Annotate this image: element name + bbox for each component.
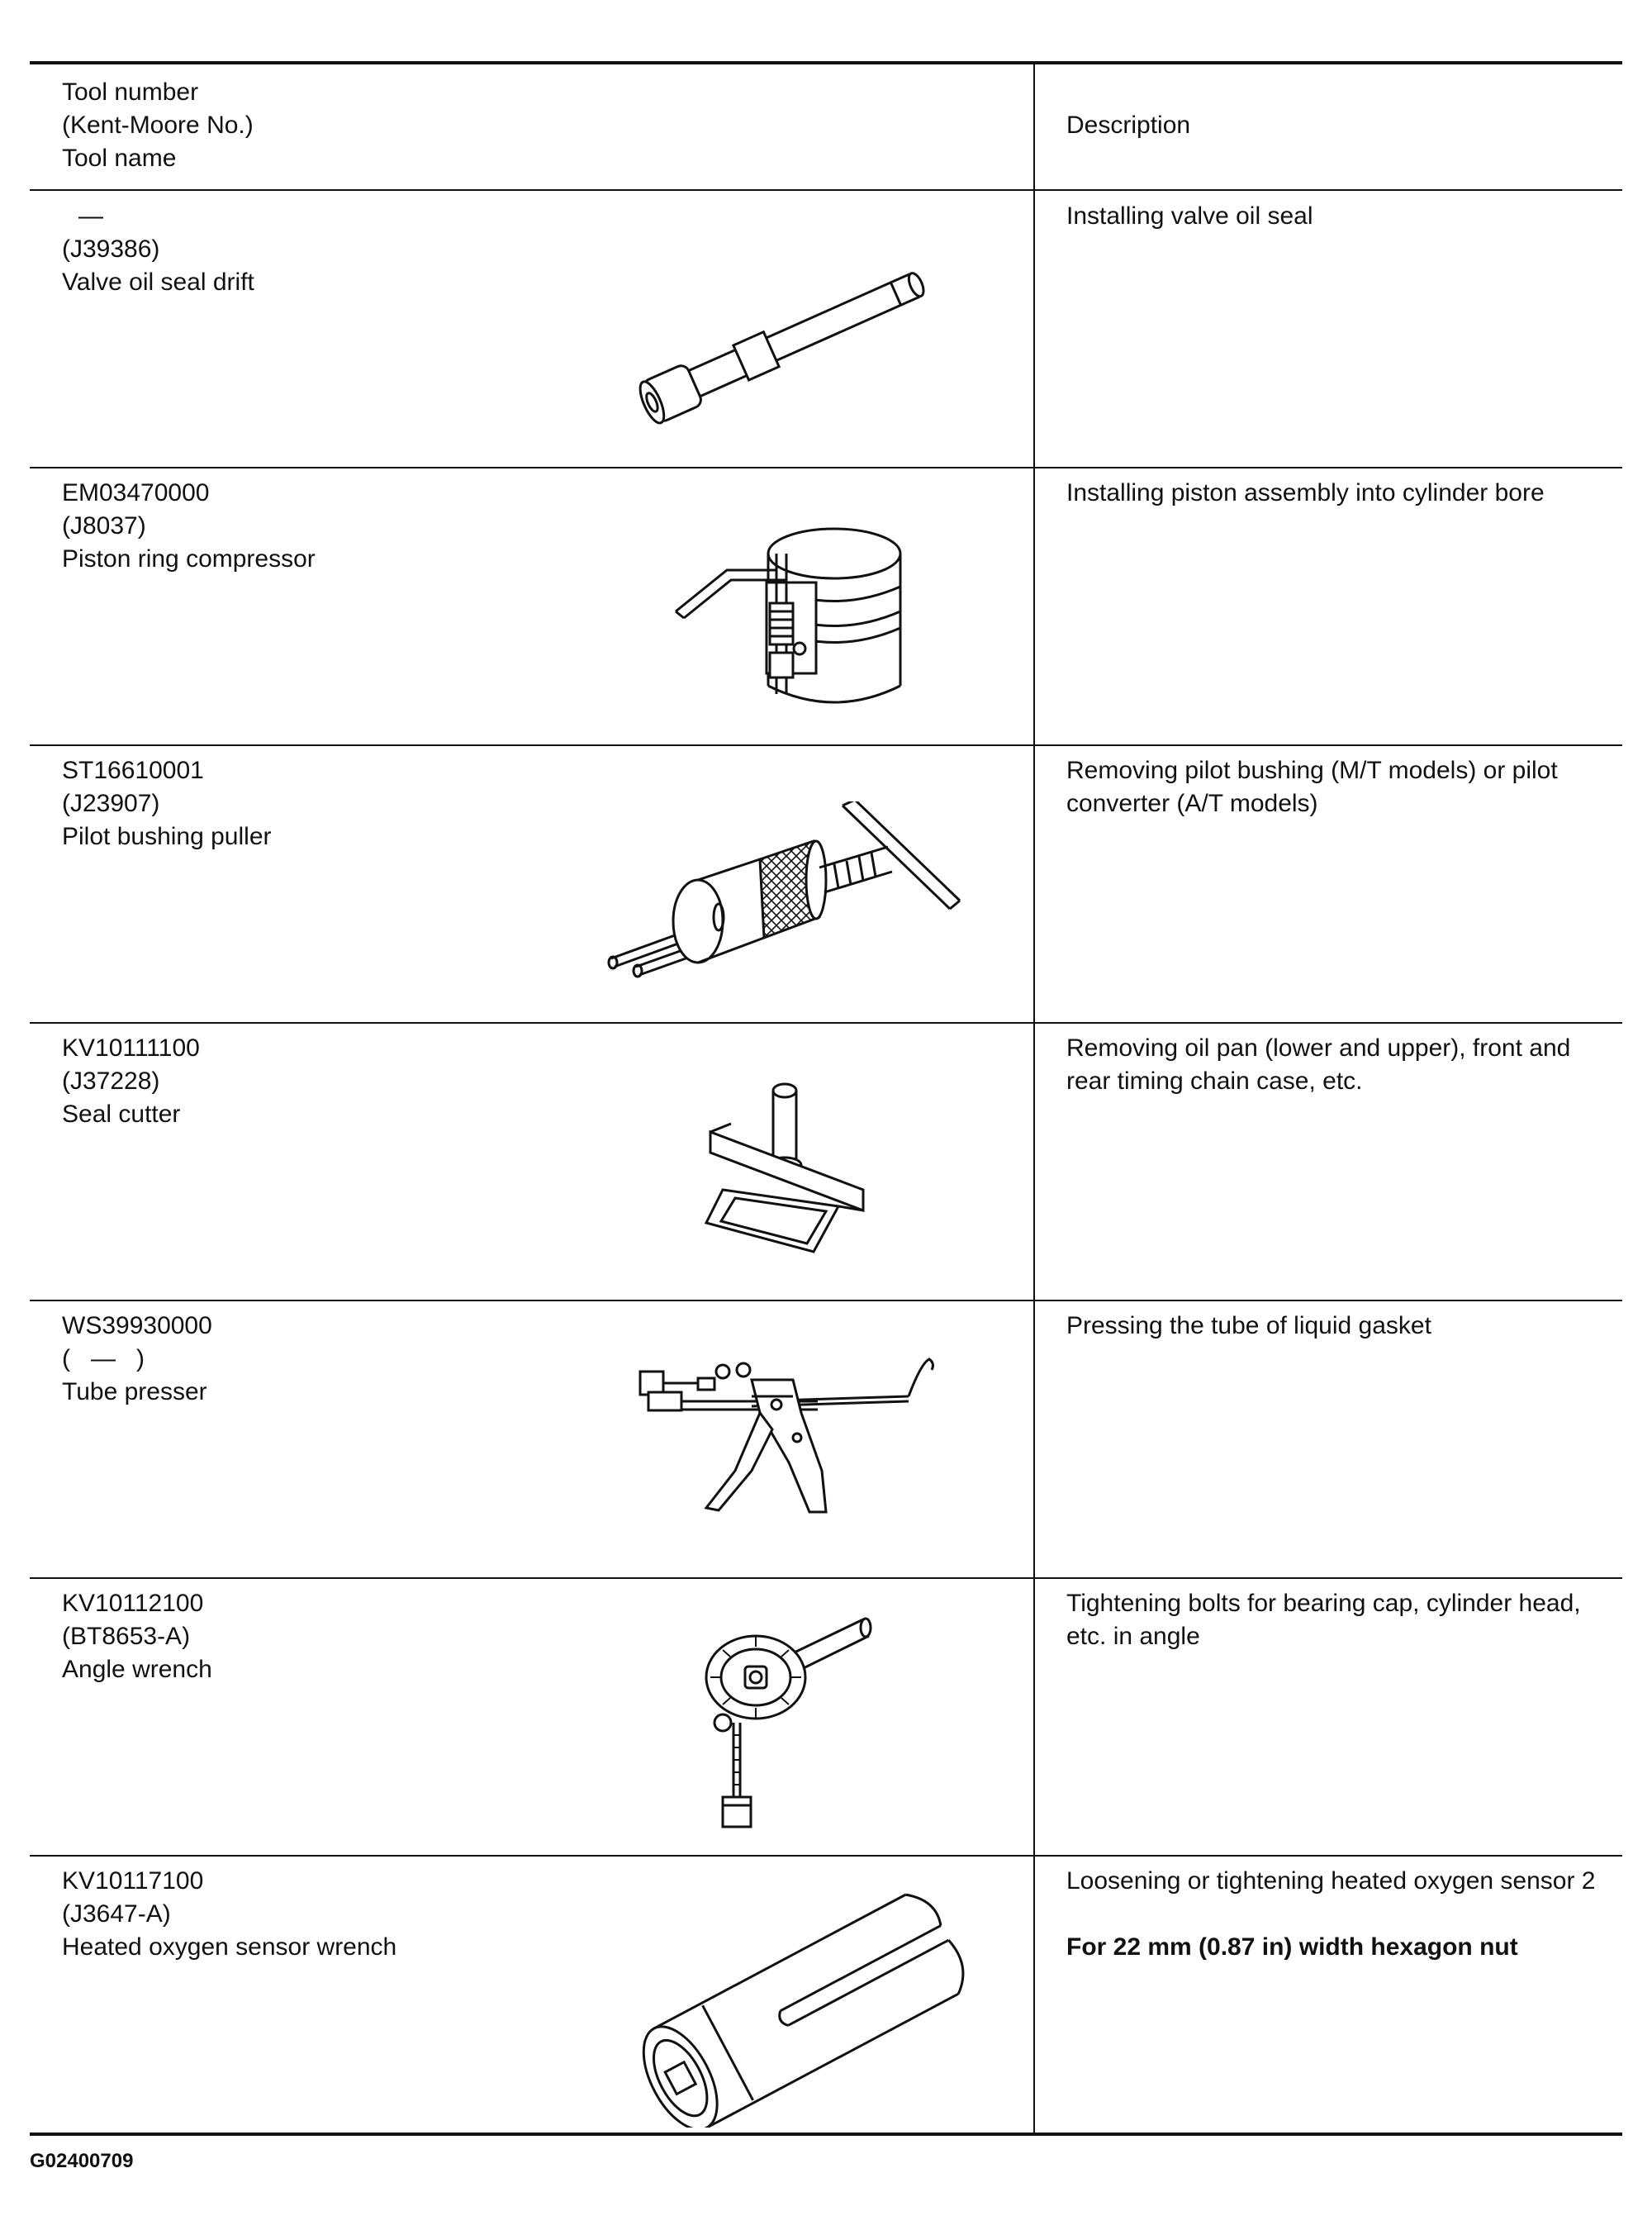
header-description: Description [1066, 112, 1191, 139]
kent-moore-number: ( — ) [62, 1345, 145, 1372]
heated-oxygen-sensor-wrench-illustration [611, 1871, 975, 2128]
tool-name: Seal cutter [62, 1101, 181, 1128]
header-left-line: Tool number [62, 78, 199, 106]
angle-wrench-illustration [694, 1599, 884, 1838]
tool-description-note: For 22 mm (0.87 in) width hexagon nut [1066, 1933, 1518, 1961]
kent-moore-number: (J39386) [62, 235, 160, 263]
tool-name: Piston ring compressor [62, 545, 316, 573]
kent-moore-number: (J3647-A) [62, 1900, 171, 1928]
kent-moore-number: (J8037) [62, 512, 146, 540]
tool-description: Loosening or tightening heated oxygen sensor 2 [1066, 1867, 1596, 1895]
row-divider [30, 744, 1622, 746]
seal-cutter-illustration [698, 1074, 888, 1264]
kent-moore-number: (J37228) [62, 1067, 160, 1095]
tool-number: — [78, 202, 103, 230]
row-divider [30, 1022, 1622, 1024]
valve-oil-seal-drift-illustration [611, 248, 958, 430]
header-bottom-rule [30, 189, 1622, 191]
row-divider [30, 467, 1622, 468]
tool-description: Removing oil pan (lower and upper), front and rear timing chain case, etc. [1066, 1034, 1571, 1095]
tube-presser-illustration [628, 1347, 942, 1520]
tool-name: Heated oxygen sensor wrench [62, 1933, 397, 1961]
table-bottom-rule [30, 2133, 1622, 2136]
tool-name: Valve oil seal drift [62, 269, 254, 296]
tool-description: Removing pilot bushing (M/T models) or pilot converter (A/T models) [1066, 757, 1558, 817]
piston-ring-compressor-illustration [669, 521, 909, 719]
tool-name: Angle wrench [62, 1656, 212, 1683]
column-divider [1033, 63, 1035, 2135]
pilot-bushing-puller-illustration [603, 801, 966, 983]
tool-description: Installing valve oil seal [1066, 202, 1313, 230]
row-divider [30, 1577, 1622, 1579]
tool-number: KV10111100 [62, 1034, 200, 1062]
tool-number: WS39930000 [62, 1312, 212, 1339]
tool-description: Installing piston assembly into cylinder bore [1066, 479, 1545, 506]
kent-moore-number: (BT8653-A) [62, 1623, 191, 1650]
header-left-line: (Kent-Moore No.) [62, 112, 254, 139]
tool-name: Pilot bushing puller [62, 823, 272, 850]
row-divider [30, 1855, 1622, 1857]
figure-code: G02400709 [30, 2150, 134, 2172]
tool-number: KV10112100 [62, 1590, 204, 1617]
tool-name: Tube presser [62, 1378, 207, 1405]
tool-number: KV10117100 [62, 1867, 204, 1895]
tool-number: EM03470000 [62, 479, 210, 506]
tool-number: ST16610001 [62, 757, 204, 784]
row-divider [30, 1300, 1622, 1301]
tool-description: Tightening bolts for bearing cap, cylinder head, etc. in angle [1066, 1590, 1581, 1650]
tool-description: Pressing the tube of liquid gasket [1066, 1312, 1431, 1339]
kent-moore-number: (J23907) [62, 790, 160, 817]
header-left-line: Tool name [62, 145, 177, 172]
table-top-rule [30, 61, 1622, 64]
